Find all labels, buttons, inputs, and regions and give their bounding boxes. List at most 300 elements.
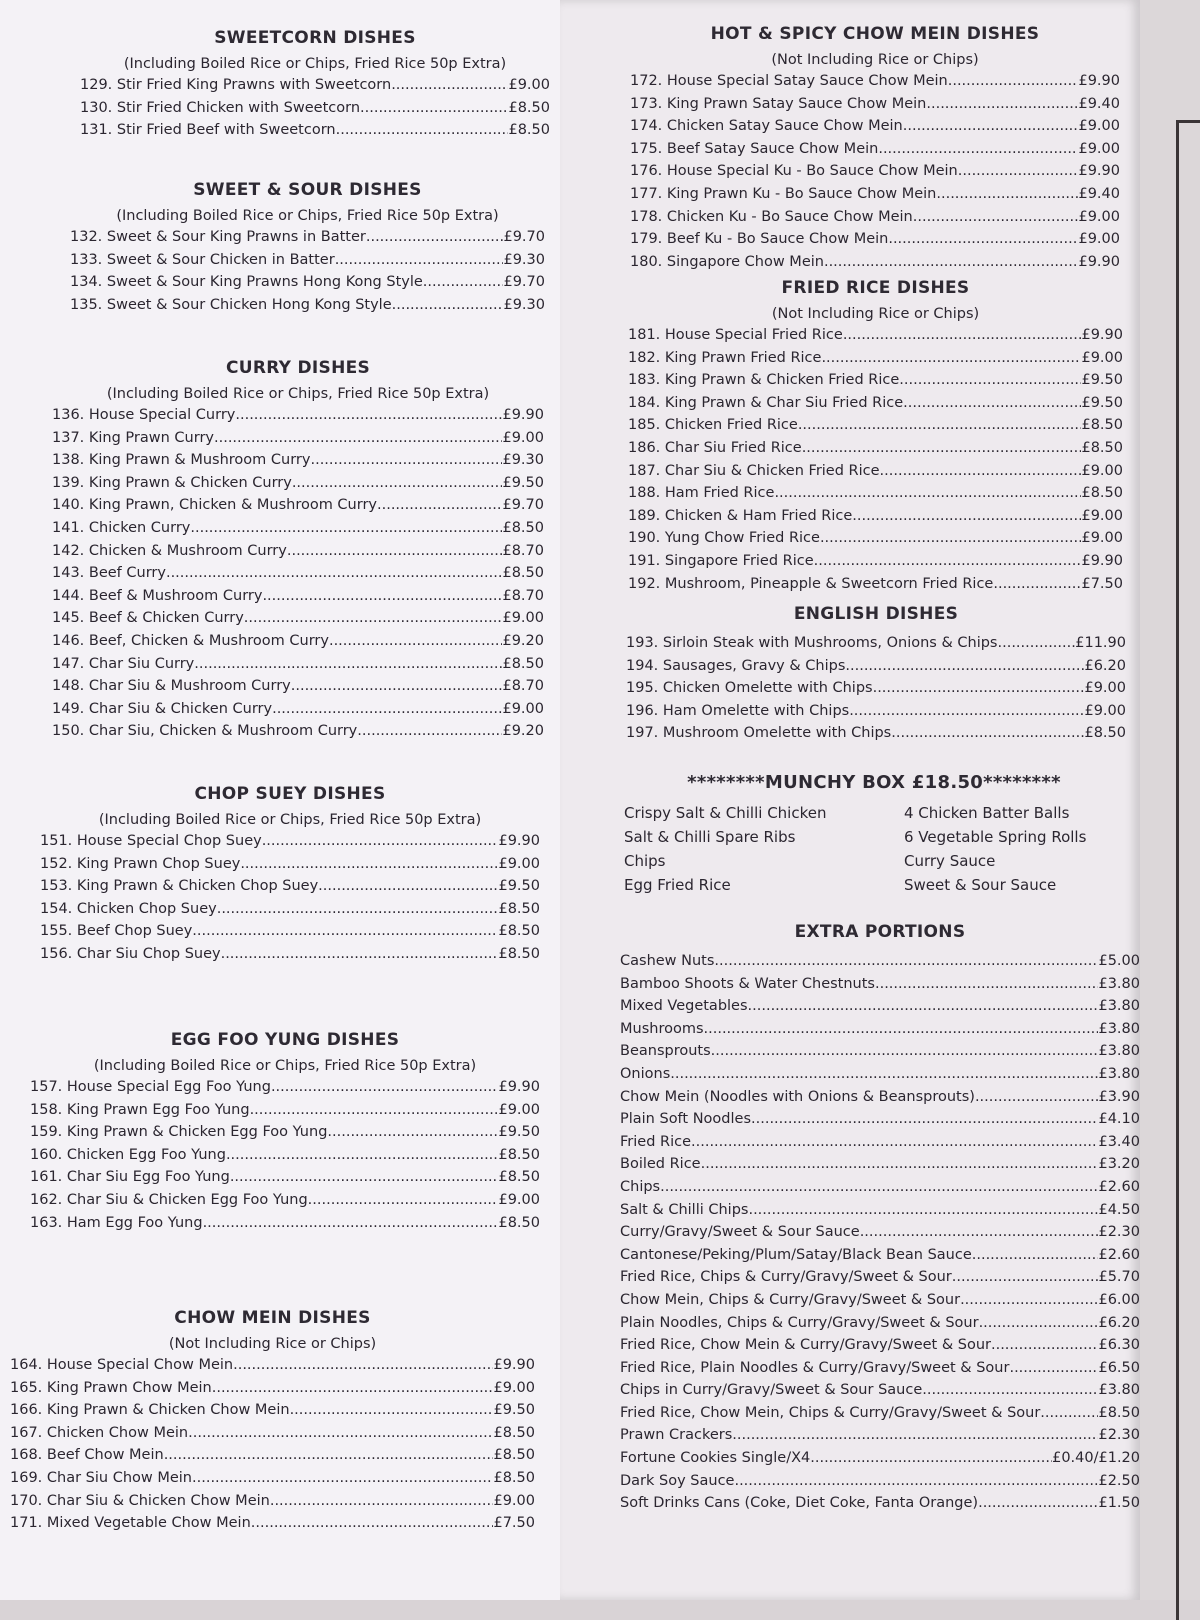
menu-item-price: £8.50 (493, 1447, 535, 1464)
dot-leader (880, 460, 1082, 483)
dot-leader (366, 226, 504, 249)
menu-item-price: £2.60 (1098, 1246, 1140, 1263)
menu-item-price: £3.80 (1098, 1020, 1140, 1037)
menu-item-price: £3.90 (1098, 1088, 1140, 1105)
menu-item (620, 1312, 1140, 1335)
menu-item-name: 178. Chicken Ku - Bo Sauce Chow Mein (630, 208, 913, 225)
dot-leader (310, 449, 502, 472)
munchy-box-item: Curry Sauce (904, 852, 996, 870)
dot-leader (952, 1266, 1099, 1289)
menu-item (630, 251, 1120, 274)
menu-item-price: £9.40 (1078, 185, 1120, 202)
menu-item (52, 630, 544, 653)
menu-item-name: 159. King Prawn & Chicken Egg Foo Yung (30, 1124, 328, 1141)
menu-item-name: 187. Char Siu & Chicken Fried Rice (628, 462, 880, 479)
item-list (628, 324, 1123, 595)
extra-portions-section (620, 922, 1140, 1515)
dot-leader (392, 294, 504, 317)
menu-item-name: 135. Sweet & Sour Chicken Hong Kong Style (70, 296, 392, 313)
section-heading: SWEETCORN DISHES (214, 28, 416, 48)
dot-leader (166, 562, 503, 585)
dot-leader (271, 1076, 499, 1099)
menu-item-price: £8.50 (1084, 725, 1126, 742)
menu-item-price: £3.80 (1098, 1065, 1140, 1082)
dot-leader (391, 74, 508, 97)
menu-item (630, 183, 1120, 206)
fried-rice-section (628, 278, 1123, 595)
menu-item (30, 1189, 540, 1212)
dot-leader (270, 1490, 494, 1513)
dot-leader (691, 1131, 1098, 1154)
item-list (30, 1076, 540, 1234)
menu-item-price: £9.50 (493, 1402, 535, 1419)
menu-item-name: 149. Char Siu & Chicken Curry (52, 700, 273, 717)
menu-item-name: Fortune Cookies Single/X4 (620, 1450, 811, 1467)
menu-item-price: £7.50 (1081, 575, 1123, 592)
menu-item (628, 573, 1123, 596)
dot-leader (272, 698, 502, 721)
menu-item-name: 141. Chicken Curry (52, 519, 191, 536)
dot-leader (979, 1312, 1099, 1335)
menu-item-price: £6.20 (1098, 1314, 1140, 1331)
menu-item (620, 973, 1140, 996)
menu-page-right (560, 0, 1140, 1600)
english-section (626, 604, 1126, 745)
section-note: (Including Boiled Rice or Chips, Fried Rice 50p Extra) (116, 208, 499, 224)
section-note: (Not Including Rice or Chips) (168, 1336, 377, 1352)
menu-item-name: Curry/Gravy/Sweet & Sour Sauce (620, 1224, 860, 1241)
dot-leader (798, 414, 1082, 437)
menu-item (620, 1357, 1140, 1380)
menu-item-price: £9.90 (1078, 163, 1120, 180)
menu-item (80, 74, 550, 97)
dot-leader (824, 251, 1079, 274)
dot-leader (972, 1244, 1099, 1267)
dot-leader (1009, 1357, 1098, 1380)
munchy-box-contents (624, 801, 1124, 897)
menu-item-name: 156. Char Siu Chop Suey (40, 945, 221, 962)
dot-leader (978, 1492, 1098, 1515)
menu-item-price: £9.50 (498, 1124, 540, 1141)
menu-item (30, 1076, 540, 1099)
menu-item-name: 152. King Prawn Chop Suey (40, 855, 241, 872)
menu-item-name: 151. House Special Chop Suey (40, 833, 262, 849)
menu-item-name: 182. King Prawn Fried Rice (628, 349, 822, 366)
menu-item (626, 722, 1126, 745)
menu-item-name: 167. Chicken Chow Mein (10, 1424, 189, 1441)
menu-item-name: Plain Soft Noodles (620, 1111, 752, 1128)
menu-item-name: Plain Noodles, Chips & Curry/Gravy/Sweet & Sour (620, 1314, 979, 1331)
munchy-box-item: 6 Vegetable Spring Rolls (904, 828, 1087, 846)
menu-item (628, 527, 1123, 550)
menu-item (620, 1424, 1140, 1447)
dot-leader (1040, 1402, 1098, 1425)
dot-leader (913, 206, 1079, 229)
dot-leader (960, 1289, 1098, 1312)
menu-item (626, 655, 1126, 678)
menu-item-name: 190. Yung Chow Fried Rice (628, 530, 820, 547)
menu-item-name: Mixed Vegetables (620, 998, 748, 1015)
menu-item-name: 137. King Prawn Curry (52, 429, 214, 446)
menu-item (620, 1266, 1140, 1289)
dot-leader (251, 1512, 494, 1535)
menu-item-price: £1.50 (1098, 1495, 1140, 1512)
section-heading: CURRY DISHES (225, 358, 371, 378)
menu-item-name: 153. King Prawn & Chicken Chop Suey (40, 878, 319, 895)
menu-item-name: Boiled Rice (620, 1156, 701, 1173)
menu-item-name: Prawn Crackers (620, 1427, 733, 1444)
menu-item-price: £9.00 (1081, 349, 1123, 366)
menu-item-price: £3.80 (1098, 998, 1140, 1015)
dot-leader (336, 119, 509, 142)
menu-item-name: 193. Sirloin Steak with Mushrooms, Onions & Chips (626, 635, 998, 651)
menu-item-name: 150. Char Siu, Chicken & Mushroom Curry (52, 723, 358, 740)
dot-leader (748, 1199, 1098, 1222)
menu-item (30, 1212, 540, 1235)
dot-leader (660, 1176, 1098, 1199)
dot-leader (262, 830, 499, 853)
menu-item (52, 607, 544, 630)
dot-leader (888, 228, 1078, 251)
menu-item-price: £2.60 (1098, 1178, 1140, 1195)
dot-leader (188, 1422, 493, 1445)
menu-item-name: Chow Mein (Noodles with Onions & Beansprouts) (620, 1088, 975, 1105)
chop-suey-section (40, 784, 540, 966)
dot-leader (903, 392, 1081, 415)
dot-leader (704, 1018, 1099, 1041)
menu-item (628, 347, 1123, 370)
menu-item-price: £9.00 (1081, 530, 1123, 547)
section-note: (Not Including Rice or Chips) (771, 52, 979, 68)
section-note: (Including Boiled Rice or Chips, Fried Rice 50p Extra) (93, 1058, 477, 1074)
menu-item-price: £8.50 (1081, 485, 1123, 502)
dot-leader (998, 632, 1076, 655)
menu-item-name: 130. Stir Fried Chicken with Sweetcorn (80, 99, 361, 116)
menu-item-price: £9.00 (1081, 462, 1123, 479)
menu-item-price: £9.00 (508, 77, 550, 93)
chow-mein-section (10, 1308, 535, 1535)
menu-item-price: £8.70 (502, 587, 544, 604)
dot-leader (751, 1108, 1098, 1131)
menu-item-price: £9.00 (502, 610, 544, 627)
item-list (626, 632, 1126, 745)
dot-leader (734, 1470, 1098, 1493)
menu-item-name: Beansprouts (620, 1043, 711, 1060)
menu-item-name: 189. Chicken & Ham Fried Rice (628, 507, 853, 524)
menu-item-price: £8.70 (502, 542, 544, 559)
menu-item (10, 1354, 535, 1377)
dot-leader (843, 324, 1082, 347)
menu-item-name: 191. Singapore Fried Rice (628, 552, 814, 569)
menu-item (628, 324, 1123, 347)
section-heading: ENGLISH DISHES (793, 604, 959, 624)
menu-item-price: £5.00 (1098, 953, 1140, 969)
menu-item (620, 995, 1140, 1018)
menu-item-name: 180. Singapore Chow Mein (630, 253, 824, 270)
menu-item-name: 147. Char Siu Curry (52, 655, 195, 672)
menu-item-price: £9.00 (1078, 231, 1120, 248)
dot-leader (190, 517, 502, 540)
dot-leader (873, 677, 1085, 700)
menu-item (620, 950, 1140, 973)
item-list (10, 1354, 535, 1535)
menu-item-price: £9.90 (498, 1079, 540, 1095)
menu-item (630, 93, 1120, 116)
menu-item-name: 146. Beef, Chicken & Mushroom Curry (52, 632, 329, 649)
menu-item (620, 1447, 1140, 1470)
dot-leader (975, 1086, 1099, 1109)
menu-item-price: £6.30 (1098, 1337, 1140, 1354)
menu-item (620, 1018, 1140, 1041)
menu-item-price: £6.20 (1084, 657, 1126, 674)
menu-item (30, 1144, 540, 1167)
menu-item-price: £8.70 (502, 678, 544, 695)
curry-section (52, 358, 544, 743)
menu-item-price: £9.90 (1078, 253, 1120, 270)
menu-item-price: £8.50 (493, 1424, 535, 1441)
menu-item-name: Chips (620, 1178, 661, 1195)
menu-item-price: £9.00 (498, 855, 540, 872)
menu-item (628, 392, 1123, 415)
menu-item-price: £6.00 (1098, 1291, 1140, 1308)
menu-item (80, 97, 550, 120)
dot-leader (335, 249, 504, 272)
munchy-box-heading: ********MUNCHY BOX £18.50******** (687, 772, 1061, 793)
menu-item (10, 1377, 535, 1400)
section-note: (Including Boiled Rice or Chips, Fried Rice 50p Extra) (106, 386, 490, 402)
dot-leader (926, 93, 1078, 116)
munchy-box-item: Crispy Salt & Chilli Chicken (624, 804, 827, 822)
menu-item-name: 170. Char Siu & Chicken Chow Mein (10, 1492, 270, 1509)
menu-item-price: £8.50 (498, 1169, 540, 1186)
menu-item-price: £9.40 (1078, 95, 1120, 112)
menu-item (620, 1402, 1140, 1425)
menu-item-name: Cantonese/Peking/Plum/Satay/Black Bean Sauce (620, 1246, 972, 1263)
menu-item-price: £2.30 (1098, 1224, 1140, 1241)
munchy-box-item: 4 Chicken Batter Balls (904, 804, 1070, 822)
item-list (630, 70, 1120, 273)
menu-item (620, 1086, 1140, 1109)
dot-leader (235, 404, 502, 427)
menu-item-name: 160. Chicken Egg Foo Yung (30, 1146, 226, 1163)
dot-leader (948, 70, 1079, 93)
section-heading: CHOP SUEY DISHES (194, 784, 386, 804)
dot-leader (820, 527, 1082, 550)
dot-leader (936, 183, 1078, 206)
menu-item-price: £9.50 (1081, 394, 1123, 411)
menu-item (10, 1467, 535, 1490)
menu-item (628, 460, 1123, 483)
menu-item (52, 472, 544, 495)
menu-item-price: £8.50 (498, 900, 540, 917)
menu-item-price: £5.70 (1098, 1269, 1140, 1286)
menu-item (620, 1492, 1140, 1515)
munchy-box-item: Salt & Chilli Spare Ribs (624, 828, 796, 846)
dot-leader (230, 1166, 499, 1189)
item-list (52, 404, 544, 743)
menu-item-name: 185. Chicken Fried Rice (628, 417, 798, 434)
menu-item-price: £7.50 (493, 1515, 535, 1532)
menu-item-name: 164. House Special Chow Mein (10, 1357, 234, 1373)
dot-leader (878, 138, 1078, 161)
menu-item-name: 138. King Prawn & Mushroom Curry (52, 452, 311, 469)
menu-item (630, 138, 1120, 161)
menu-item-price: £6.50 (1098, 1359, 1140, 1376)
dot-leader (194, 653, 502, 676)
menu-item-name: 197. Mushroom Omelette with Chips (626, 725, 892, 742)
menu-item-price: £4.10 (1098, 1111, 1140, 1128)
menu-item-name: Fried Rice, Plain Noodles & Curry/Gravy/Sweet & Sour (620, 1359, 1010, 1376)
menu-item-name: 154. Chicken Chop Suey (40, 900, 217, 917)
dot-leader (814, 550, 1082, 573)
menu-item-name: 139. King Prawn & Chicken Curry (52, 474, 292, 491)
menu-item (30, 1099, 540, 1122)
menu-item (626, 677, 1126, 700)
dot-leader (192, 1467, 493, 1490)
menu-item-price: £9.30 (503, 251, 545, 268)
munchy-col-1 (624, 801, 904, 897)
dot-leader (290, 1399, 494, 1422)
menu-item-price: £8.50 (508, 99, 550, 116)
menu-item-name: Fried Rice, Chips & Curry/Gravy/Sweet & Sour (620, 1269, 952, 1286)
menu-item (52, 404, 544, 427)
menu-item-price: £3.40 (1098, 1133, 1140, 1150)
menu-item-price: £8.50 (498, 1214, 540, 1231)
menu-item (40, 920, 540, 943)
menu-item-price: £9.70 (503, 274, 545, 291)
menu-item-price: £8.50 (1081, 439, 1123, 456)
menu-item-name: 179. Beef Ku - Bo Sauce Chow Mein (630, 231, 889, 248)
menu-item-name: Soft Drinks Cans (Coke, Diet Coke, Fanta Orange) (620, 1495, 979, 1512)
menu-item-name: 176. House Special Ku - Bo Sauce Chow Mein (630, 163, 958, 180)
menu-item (10, 1422, 535, 1445)
section-note: (Not Including Rice or Chips) (771, 306, 980, 322)
dot-leader (250, 1099, 499, 1122)
menu-item (620, 1153, 1140, 1176)
menu-item-name: 192. Mushroom, Pineapple & Sweetcorn Fried Rice (628, 575, 994, 592)
menu-item-price: £2.50 (1098, 1472, 1140, 1489)
dot-leader (292, 472, 503, 495)
menu-item-price: £9.90 (1081, 327, 1123, 343)
menu-item-name: 161. Char Siu Egg Foo Yung (30, 1169, 230, 1186)
menu-item-price: £3.80 (1098, 975, 1140, 992)
menu-item (70, 249, 545, 272)
menu-item (620, 1176, 1140, 1199)
dot-leader (852, 505, 1081, 528)
menu-item (620, 1040, 1140, 1063)
menu-item (10, 1490, 535, 1513)
menu-item (40, 830, 540, 853)
menu-item-name: Cashew Nuts (620, 953, 715, 969)
dot-leader (192, 920, 498, 943)
menu-item-name: 158. King Prawn Egg Foo Yung (30, 1101, 250, 1118)
menu-item-price: £3.80 (1098, 1382, 1140, 1399)
menu-item-name: 186. Char Siu Fried Rice (628, 439, 802, 456)
menu-item-name: 195. Chicken Omelette with Chips (626, 680, 873, 697)
menu-item-name: 132. Sweet & Sour King Prawns in Batter (70, 229, 366, 245)
menu-item-price: £8.50 (498, 1146, 540, 1163)
menu-item (630, 228, 1120, 251)
dot-leader (821, 347, 1081, 370)
menu-item-price: £0.40/£1.20 (1052, 1450, 1140, 1467)
menu-item-name: 168. Beef Chow Mein (10, 1447, 164, 1464)
dot-leader (291, 675, 503, 698)
menu-item-name: 155. Beef Chop Suey (40, 923, 193, 940)
menu-item-price: £9.00 (498, 1191, 540, 1208)
sweetcorn-section (80, 28, 550, 142)
menu-item-price: £9.90 (502, 407, 544, 423)
menu-item (630, 70, 1120, 93)
dot-leader (748, 995, 1099, 1018)
menu-page-left (0, 0, 560, 1600)
section-heading: FRIED RICE DISHES (781, 278, 970, 298)
menu-item-price: £8.50 (502, 519, 544, 536)
menu-item (80, 119, 550, 142)
item-list (80, 74, 550, 142)
menu-item (40, 875, 540, 898)
menu-item (620, 1289, 1140, 1312)
menu-item-name: 171. Mixed Vegetable Chow Mein (10, 1515, 251, 1532)
menu-item (628, 482, 1123, 505)
dot-leader (262, 585, 502, 608)
menu-item (620, 1199, 1140, 1222)
menu-item-price: £8.50 (1081, 417, 1123, 434)
menu-item-name: Dark Soy Sauce (620, 1472, 735, 1489)
menu-item-price: £3.20 (1098, 1156, 1140, 1173)
sweet-sour-section (70, 180, 545, 316)
menu-item-price: £9.90 (498, 833, 540, 849)
menu-item-name: Onions (620, 1065, 671, 1082)
menu-item-name: 143. Beef Curry (52, 565, 166, 582)
menu-item-price: £8.50 (1098, 1404, 1140, 1421)
menu-item-name: 162. Char Siu & Chicken Egg Foo Yung (30, 1191, 308, 1208)
dot-leader (802, 437, 1082, 460)
menu-item-name: 172. House Special Satay Sauce Chow Mein (630, 73, 948, 89)
section-heading: SWEET & SOUR DISHES (193, 180, 422, 200)
dot-leader (875, 973, 1099, 996)
menu-item-price: £3.80 (1098, 1043, 1140, 1060)
dot-leader (377, 494, 502, 517)
dot-leader (203, 1212, 499, 1235)
menu-item (626, 632, 1126, 655)
dot-leader (360, 97, 508, 120)
menu-item (52, 494, 544, 517)
menu-item (620, 1108, 1140, 1131)
dot-leader (670, 1063, 1098, 1086)
menu-item (52, 698, 544, 721)
menu-item-price: £9.70 (502, 497, 544, 514)
menu-item-price: £9.00 (502, 700, 544, 717)
menu-item-name: 148. Char Siu & Mushroom Curry (52, 678, 291, 695)
dot-leader (327, 1121, 498, 1144)
menu-item-name: 183. King Prawn & Chicken Fried Rice (628, 372, 900, 389)
dot-leader (164, 1444, 494, 1467)
menu-item-name: 174. Chicken Satay Sauce Chow Mein (630, 118, 903, 135)
menu-item-price: £9.00 (1084, 702, 1126, 719)
item-list (620, 950, 1140, 1515)
munchy-col-2 (904, 801, 1164, 897)
menu-item-price: £8.50 (502, 565, 544, 582)
dot-leader (423, 271, 504, 294)
munchy-box-item: Chips (624, 852, 666, 870)
menu-item (52, 720, 544, 743)
menu-item-name: 129. Stir Fried King Prawns with Sweetcorn (80, 77, 392, 93)
menu-item (52, 653, 544, 676)
menu-item-name: 194. Sausages, Gravy & Chips (626, 657, 846, 674)
menu-item (630, 206, 1120, 229)
menu-item (70, 271, 545, 294)
menu-item-name: 142. Chicken & Mushroom Curry (52, 542, 287, 559)
